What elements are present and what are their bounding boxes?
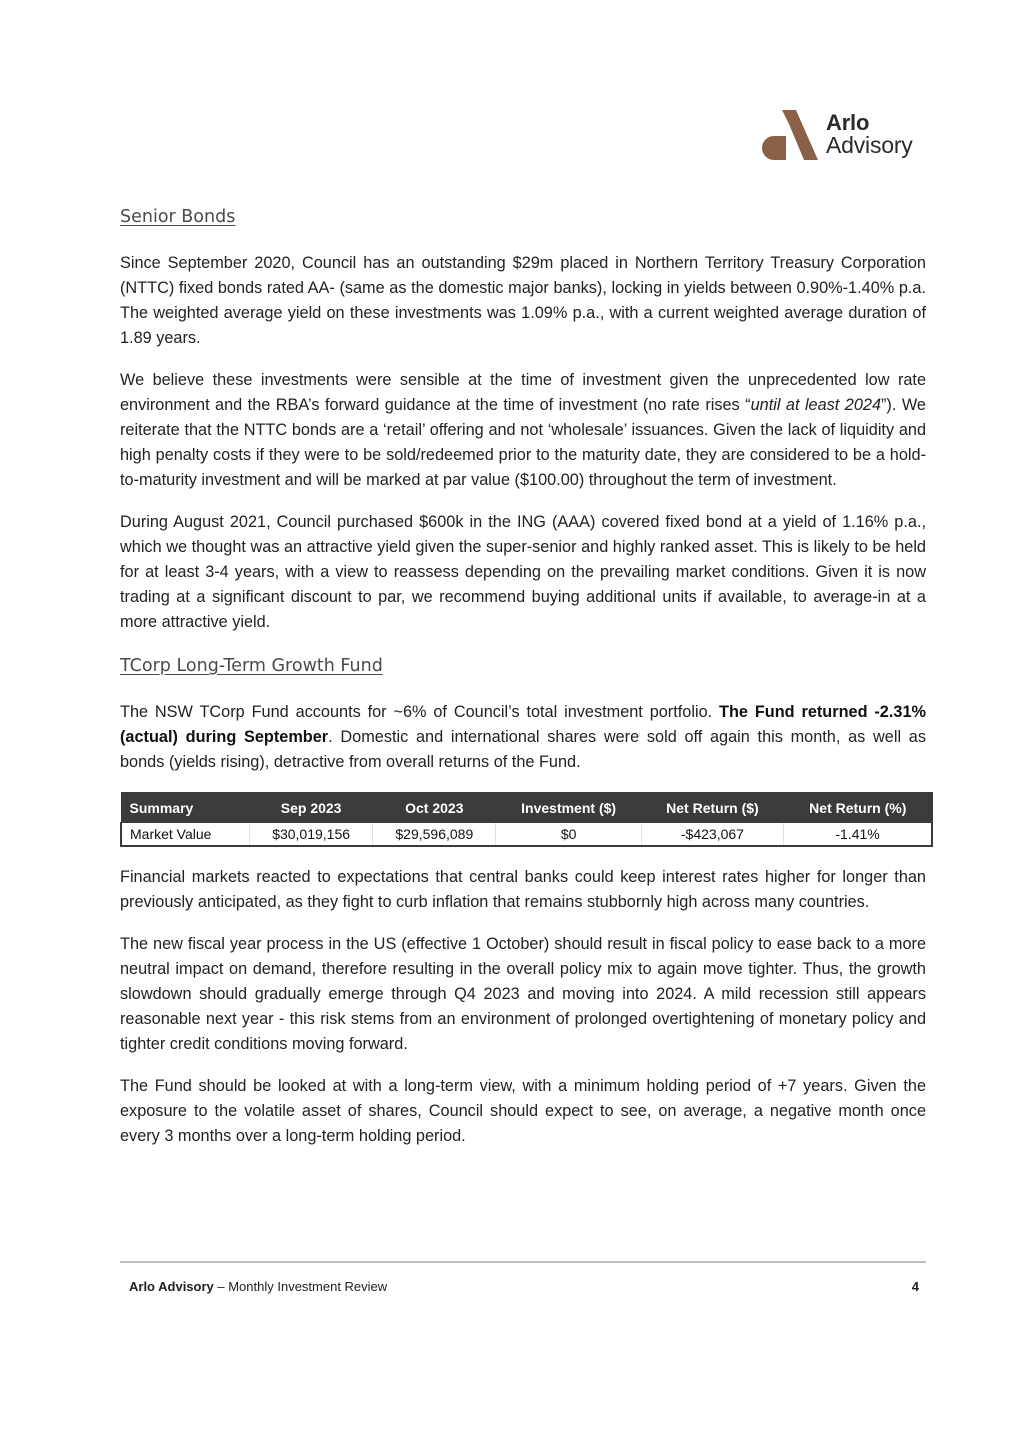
table-header-cell: Oct 2023: [373, 793, 496, 823]
page-content: [120, 203, 926, 1166]
table-header-cell: Net Return (%): [784, 793, 932, 823]
arlo-advisory-logo: [760, 106, 930, 166]
senior-bonds-paragraph-3: During August 2021, Council purchased $600k in the ING (AAA) covered fixed bond at a yield of 1.16% p.a., which we thought was an attractive yield given the super-senior and highly ranked asset. This is likely to be held for at least 3-4 years, with a view to reassess depending on the prevailing market conditions. Given it is now trading at a significant discount to par, we recommend buying additional units if available, to average-in at a more attractive yield.: [120, 513, 926, 631]
tcorp-p1-part-b: . Domestic and international shares were sold off again this month, as well as bonds (yields rising), detractive from overall returns of the Fund.: [120, 728, 926, 771]
table-header-cell: Net Return ($): [641, 793, 783, 823]
table-header-cell: Summary: [121, 793, 250, 823]
senior-bonds-paragraph-1: Since September 2020, Council has an outstanding $29m placed in Northern Territory Treasury Corporation (NTTC) fixed bonds rated AA- (same as the domestic major banks), locking in yields between 0.90%-1.40% p.a. The weighted average yield on these investments was 1.09% p.a., with a current weighted average duration of 1.89 years.: [120, 254, 926, 347]
arlo-a-mark-icon: [760, 108, 820, 162]
table-cell: $0: [496, 823, 641, 847]
tcorp-paragraph-2: Financial markets reacted to expectations that central banks could keep interest rates higher for longer than previously anticipated, as they fight to curb inflation that remains stubbornly high across many countries.: [120, 868, 926, 911]
logo-wordmark: [826, 112, 913, 156]
logo-line-2: Advisory: [826, 132, 913, 158]
table-cell: -$423,067: [641, 823, 783, 847]
page-footer: [129, 1279, 919, 1294]
table-cell: -1.41%: [784, 823, 932, 847]
tcorp-p1-bold: The Fund returned -2.31% (actual) during September: [120, 703, 926, 746]
table-row: [121, 823, 932, 847]
logo-line-1: Arlo: [826, 110, 870, 135]
table-header-cell: Investment ($): [496, 793, 641, 823]
table-cell: $30,019,156: [250, 823, 373, 847]
tcorp-heading: TCorp Long-Term Growth Fund: [120, 656, 383, 676]
table-header-cell: Sep 2023: [250, 793, 373, 823]
senior-bonds-p2-part-b: ”). We reiterate that the NTTC bonds are a ‘retail’ offering and not ‘wholesale’ issuances. Given the lack of liquidity and high penalty costs if they were to be sold/redeemed prior to the maturity date, they are considered to be a hold-to-maturity investment and will be marked at par value ($100.00) throughout the term of investment.: [120, 396, 926, 489]
senior-bonds-p2-italic: until at least 2024: [750, 396, 882, 414]
page-number: 4: [911, 1279, 919, 1294]
tcorp-paragraph-4: The Fund should be looked at with a long-term view, with a minimum holding period of +7 years. Given the exposure to the volatile asset of shares, Council should expect to see, on average, a negative month once every 3 months over a long-term holding period.: [120, 1077, 926, 1145]
table-cell: Market Value: [121, 823, 250, 847]
footer-brand: Arlo Advisory: [129, 1279, 214, 1294]
tcorp-paragraph-1: [120, 700, 926, 775]
tcorp-paragraph-3: The new fiscal year process in the US (effective 1 October) should result in fiscal policy to ease back to a more neutral impact on demand, therefore resulting in the overall policy mix to again move tighter. Thus, the growth slowdown should gradually emerge through Q4 2023 and moving into 2024. A mild recession still appears reasonable next year - this risk stems from an environment of prolonged overtightening of monetary policy and tighter credit conditions moving forward.: [120, 935, 926, 1053]
tcorp-summary-table: [120, 792, 933, 847]
senior-bonds-heading: Senior Bonds: [120, 207, 236, 227]
senior-bonds-p2-part-a: We believe these investments were sensible at the time of investment given the unprecedented low rate environment and the RBA’s forward guidance at the time of investment (no rate rises “: [120, 371, 926, 414]
footer-subtitle: – Monthly Investment Review: [213, 1279, 388, 1294]
tcorp-p1-part-a: The NSW TCorp Fund accounts for ~6% of Council’s total investment portfolio.: [120, 703, 720, 721]
senior-bonds-paragraph-2: [120, 368, 926, 493]
table-cell: $29,596,089: [373, 823, 496, 847]
table-header-row: [121, 793, 932, 823]
footer-divider: [120, 1261, 926, 1263]
